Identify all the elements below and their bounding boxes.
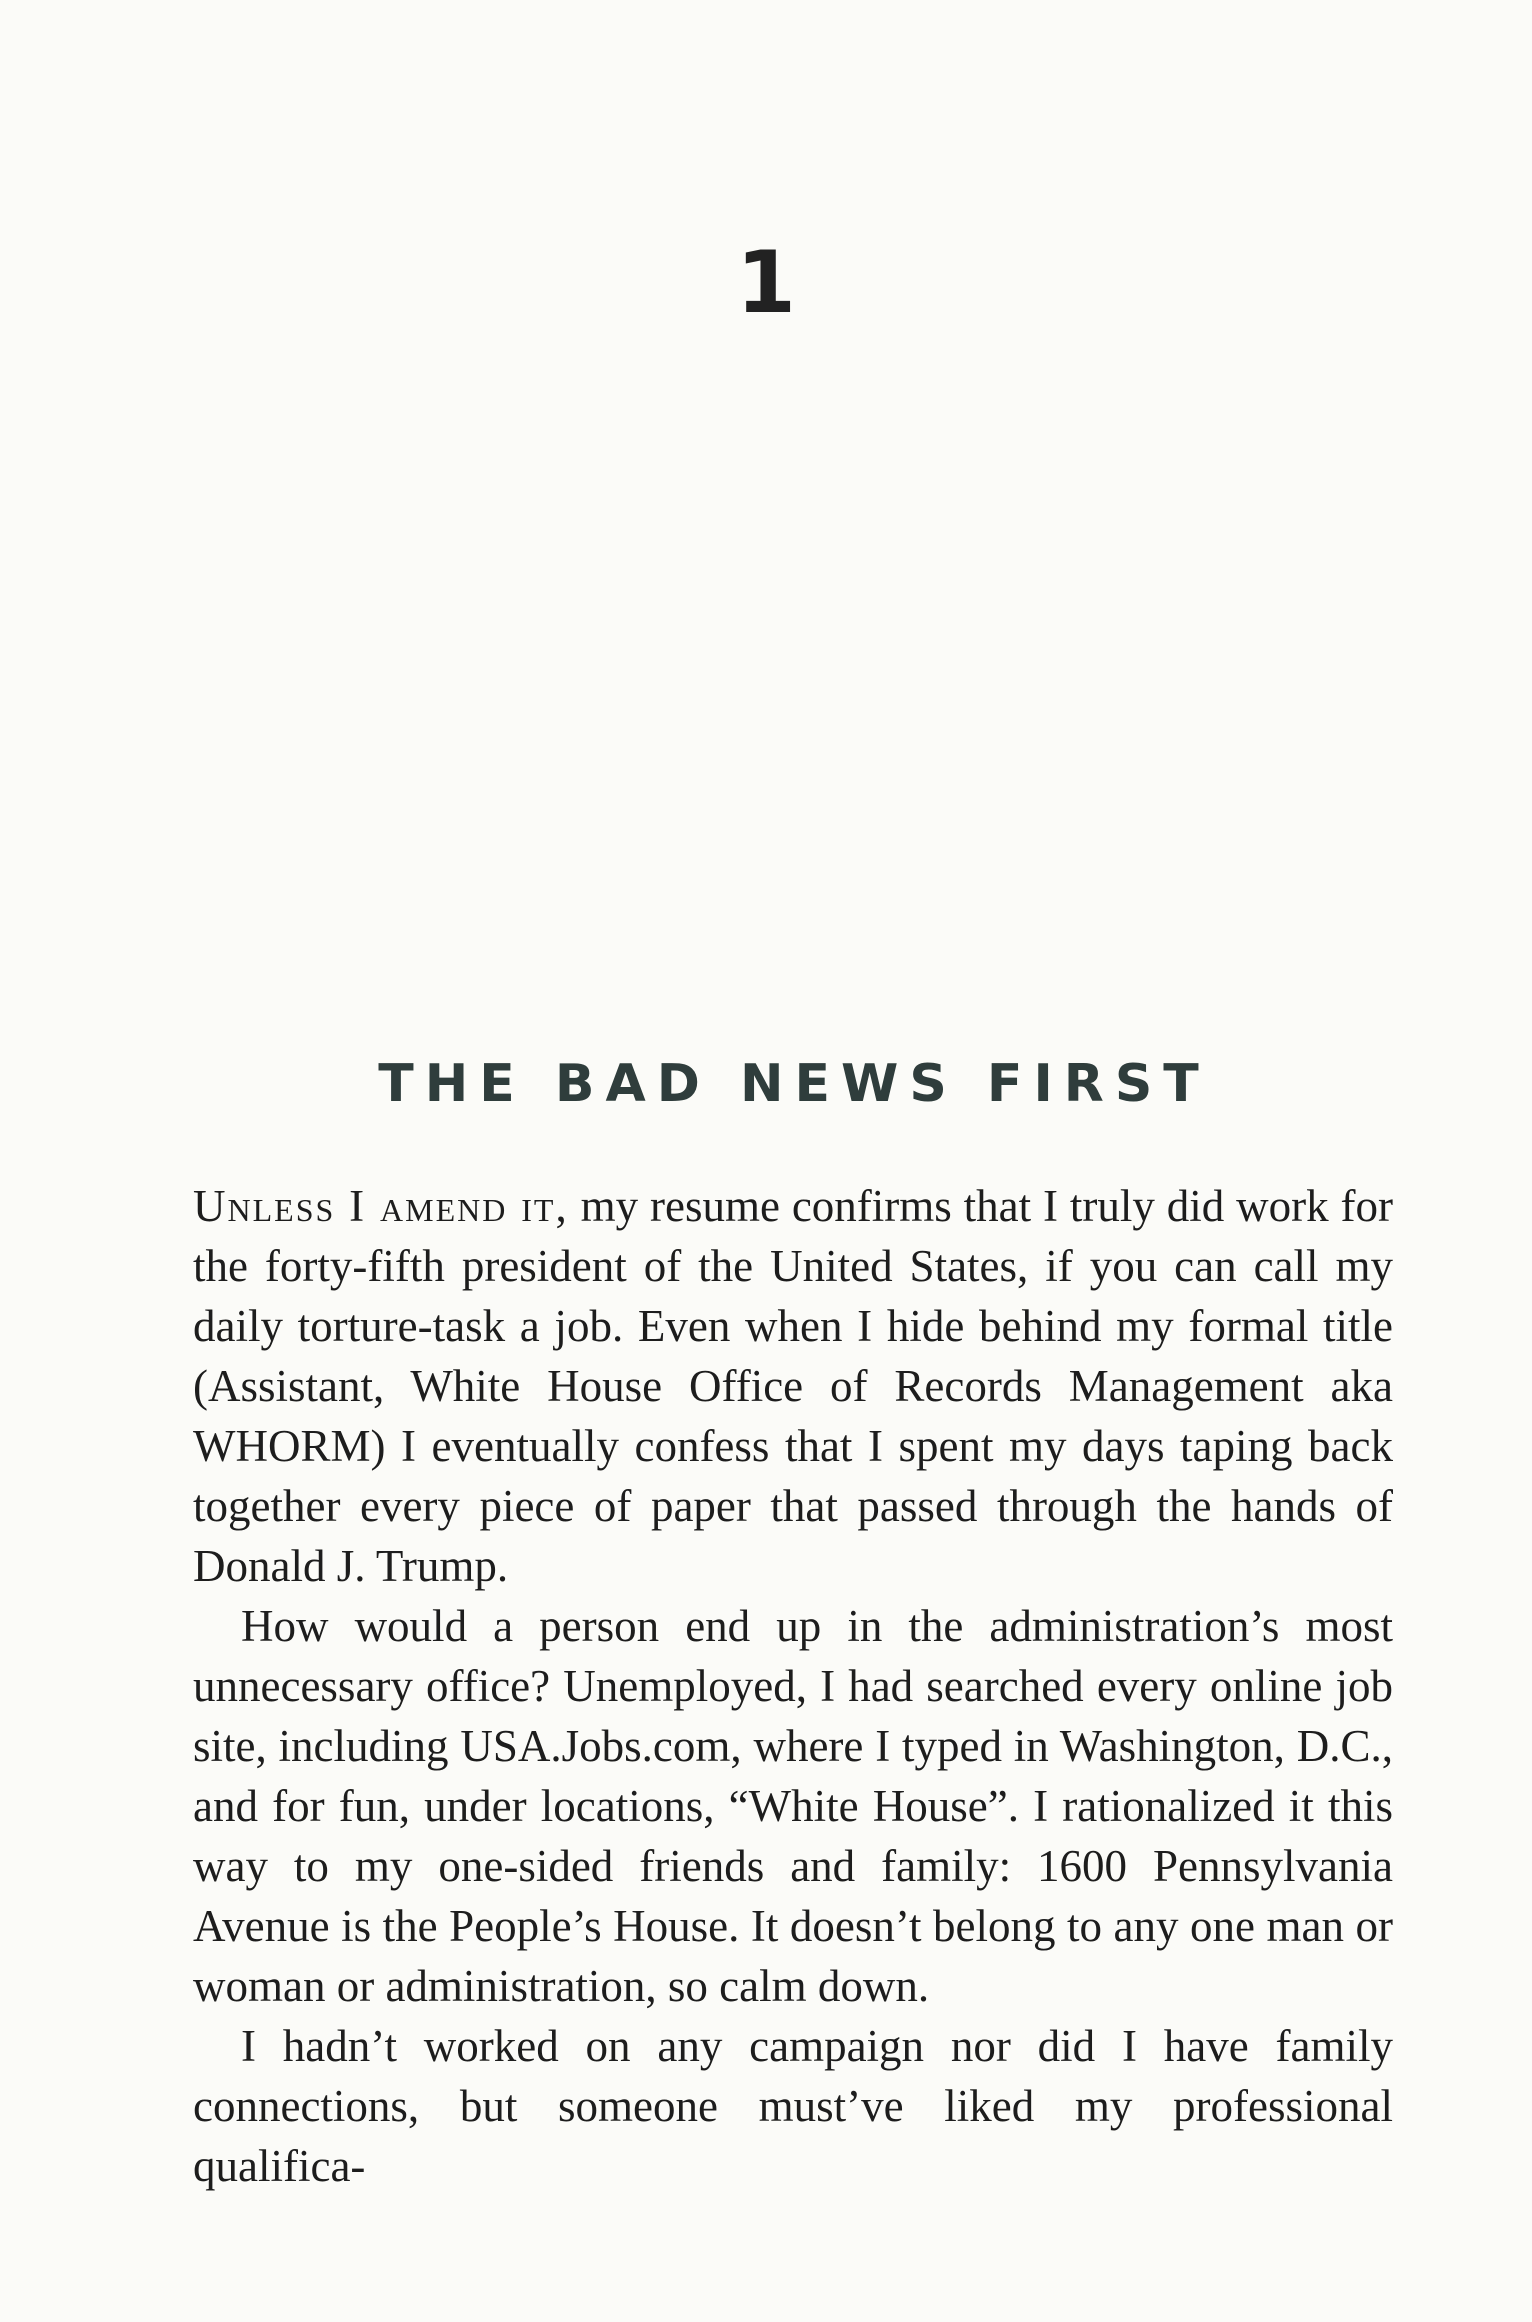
- chapter-title: THE BAD NEWS FIRST: [378, 1054, 1210, 1114]
- paragraph-2: How would a person end up in the administration’s most unnecessary office? Unemployed, I had searched every online job site, including USA.Jobs.com, where I typed in Washington, D.C., and for fun, under locations, “White House”. I rationalized it this way to my one-sided friends and family: 1600 Pennsylvania Avenue is the People’s House. It doesn’t belong to any one man or woman or administration, so calm down.: [193, 1601, 1393, 2011]
- paragraph-3: I hadn’t worked on any campaign nor did I have family connections, but someone must’ve liked my professional qualifica-: [193, 2021, 1393, 2191]
- paragraph-lead-in: Unless I amend it,: [193, 1181, 569, 1231]
- paragraph-1: [193, 1176, 1393, 1596]
- paragraph-1-text: my resume confirms that I truly did work for the forty-fifth president of the United States, if you can call my daily torture-task a job. Even when I hide behind my formal title (Assistant, White House Office of Records Management aka WHORM) I eventually confess that I spent my days taping back together every piece of paper that passed through the hands of Donald J. Trump.: [193, 1181, 1393, 1591]
- chapter-body: [193, 1176, 1393, 2196]
- chapter-number: 1: [736, 233, 796, 333]
